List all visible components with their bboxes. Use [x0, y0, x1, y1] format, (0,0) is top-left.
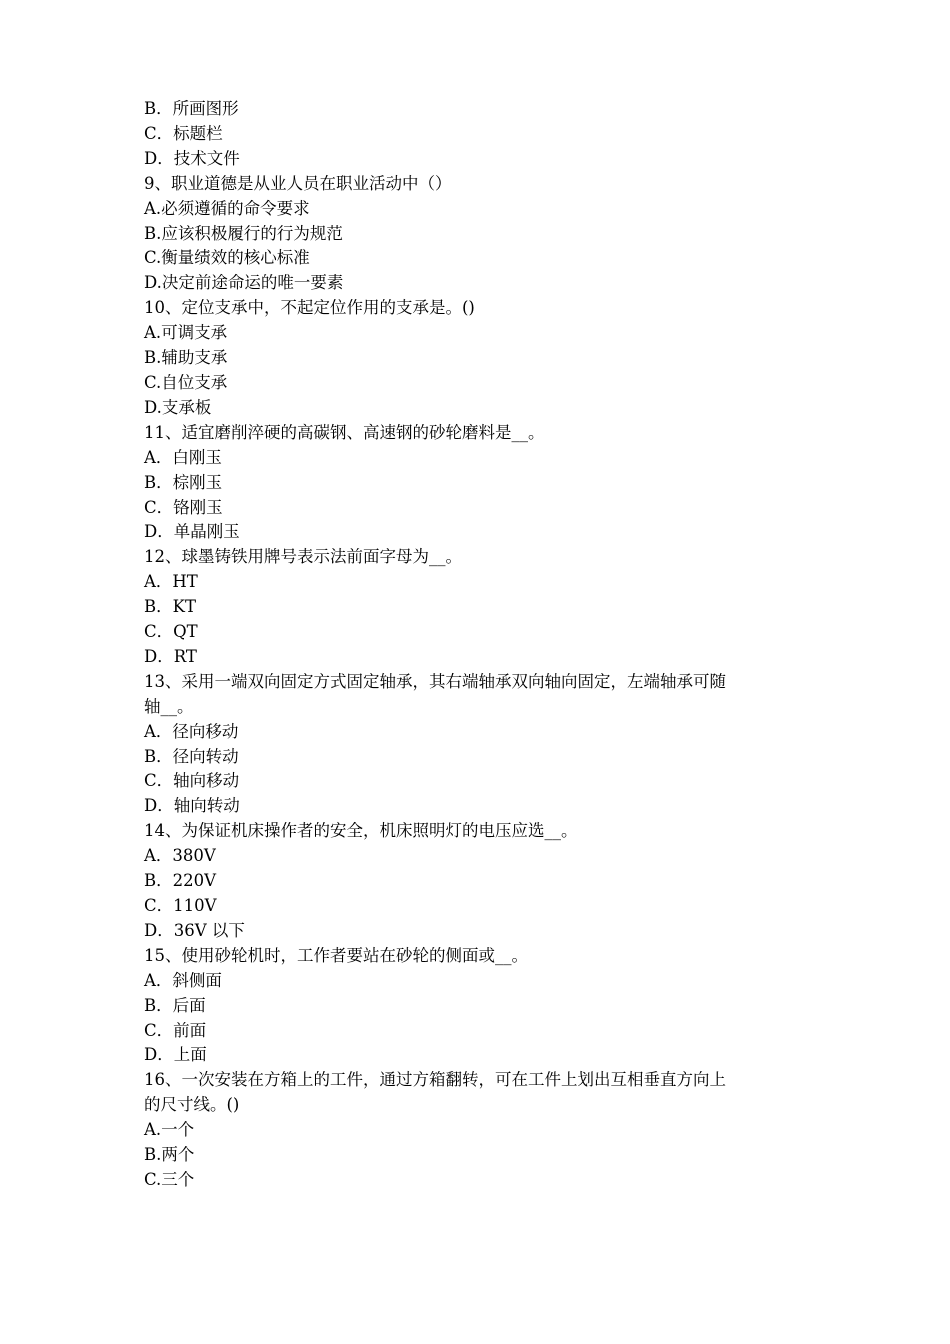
- text-line: D．单晶刚玉: [144, 522, 240, 542]
- text-line: B.两个: [144, 1145, 195, 1165]
- question-text: 13、采用一端双向固定方式固定轴承，其右端轴承双向轴向固定，左端轴承可随: [144, 671, 726, 691]
- text-line: D．RT: [144, 646, 197, 666]
- question-text: 10、定位支承中，不起定位作用的支承是。(): [144, 298, 475, 318]
- text-line: A．HT: [144, 572, 198, 592]
- text-line: A.可调支承: [144, 323, 228, 343]
- text-line: B．220V: [144, 871, 217, 891]
- text-line: C．轴向移动: [144, 771, 240, 791]
- question-text: 12、球墨铸铁用牌号表示法前面字母为__。: [144, 547, 462, 567]
- question-text: 的尺寸线。(): [144, 1095, 240, 1115]
- text-line: A．白刚玉: [144, 447, 222, 467]
- text-line: C．标题栏: [144, 123, 223, 143]
- text-line: D．上面: [144, 1045, 207, 1065]
- text-line: D．技术文件: [144, 148, 240, 168]
- text-line: D．36V 以下: [144, 920, 245, 940]
- question-text: 9、职业道德是从业人员在职业活动中（）: [144, 173, 452, 193]
- text-line: A．380V: [144, 846, 216, 866]
- text-line: C.自位支承: [144, 372, 228, 392]
- text-line: A．斜侧面: [144, 970, 222, 990]
- text-line: D.决定前途命运的唯一要素: [144, 273, 344, 293]
- text-line: B．棕刚玉: [144, 472, 223, 492]
- text-line: B.辅助支承: [144, 348, 228, 368]
- text-line: A.一个: [144, 1120, 195, 1140]
- text-line: C.三个: [144, 1169, 195, 1189]
- text-line: B.应该积极履行的行为规范: [144, 223, 343, 243]
- text-line: B．径向转动: [144, 746, 239, 766]
- question-text: 14、为保证机床操作者的安全，机床照明灯的电压应选__。: [144, 821, 578, 841]
- text-line: C．QT: [144, 622, 198, 642]
- document-page: [144, 97, 814, 1193]
- text-line: C.衡量绩效的核心标准: [144, 248, 310, 268]
- text-line: C．110V: [144, 896, 217, 915]
- question-text: 16、一次安装在方箱上的工件，通过方箱翻转，可在工件上划出互相垂直方向上: [144, 1070, 726, 1090]
- text-line: B．所画图形: [144, 99, 239, 118]
- question-text: 11、适宜磨削淬硬的高碳钢、高速钢的砂轮磨料是__。: [144, 422, 545, 442]
- question-text: 15、使用砂轮机时，工作者要站在砂轮的侧面或__。: [144, 945, 528, 965]
- text-line: A．径向移动: [144, 721, 239, 741]
- text-line: C．前面: [144, 1020, 207, 1040]
- text-line: D．轴向转动: [144, 796, 240, 816]
- text-line: B．KT: [144, 597, 196, 617]
- text-line: C．铬刚玉: [144, 497, 223, 517]
- text-line: D.支承板: [144, 397, 212, 417]
- text-line: B．后面: [144, 995, 206, 1015]
- text-line: A.必须遵循的命令要求: [144, 198, 310, 218]
- question-text: 轴__。: [144, 696, 194, 716]
